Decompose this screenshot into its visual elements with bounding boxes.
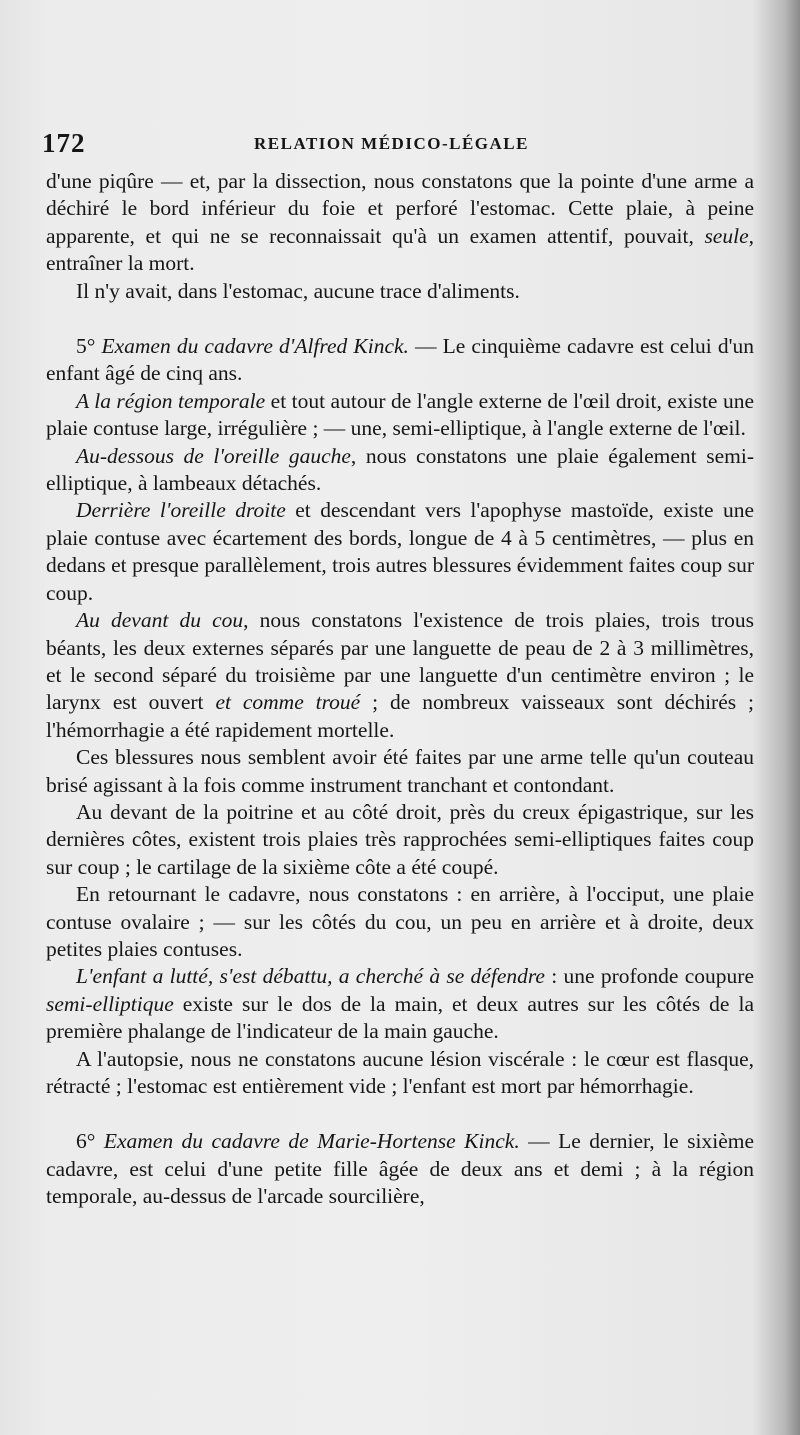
text-run: 6° — [76, 1129, 104, 1154]
text-run: Au devant de la poitrine et au côté droit, près du creux épigastrique, sur les dernières côtes, existent trois plaies très rapprochées semi-elliptiques faites coup sur coup ; le cartilage de la sixième côte a été coupé. — [46, 799, 754, 879]
italic-text: et comme troué — [215, 690, 361, 715]
text-run: existe sur le dos de la main, et deux autres sur les côtés de la première phalange de l'indicateur de la main gauche. — [46, 991, 754, 1044]
body-text — [46, 168, 754, 1211]
page-header — [42, 128, 762, 162]
italic-text: semi-elliptique — [46, 991, 174, 1016]
text-run: : une profonde coupure — [544, 964, 754, 989]
text-run: , nous constatons l'existence de trois plaies, trois trous béants, les deux externes séparés par une languette de peau de 2 à 3 millimètres, et le second séparé du troisième par une languette d'un centimètre environ ; le larynx est ouvert — [46, 608, 754, 715]
italic-text: Au devant du cou — [76, 608, 244, 633]
paragraph-neck — [46, 607, 754, 744]
text-run: — Le dernier, le sixième cadavre, est celui d'une petite fille âgée de deux ans et demi ; à la région temporale, au-dessus de l'arcade sourcilière, — [46, 1129, 754, 1209]
italic-text: Derrière l'oreille droite — [76, 498, 286, 523]
running-head: RELATION MÉDICO-LÉGALE — [254, 134, 529, 153]
text-run: En retournant le cadavre, nous constatons : en arrière, à l'occiput, une plaie contuse ovalaire ; — sur les côtés du cou, un peu en arrière et à droite, deux petites plaies contuses. — [46, 882, 754, 961]
italic-text: Examen du cadavre d'Alfred Kinck. — [101, 334, 409, 359]
text-run: Il n'y avait, dans l'estomac, aucune trace d'aliments. — [76, 278, 520, 303]
section-heading-alfred-kinck — [46, 333, 754, 388]
paragraph-stomach — [46, 278, 754, 305]
paragraph-weapon — [46, 744, 754, 799]
text-run: — Le cinquième cadavre est celui d'un enfant âgé de cinq ans. — [46, 334, 754, 386]
text-run: ; de nombreux vaisseaux sont déchirés ; l'hémorrhagie a été rapidement mortelle. — [46, 690, 754, 742]
text-run: et descendant vers l'apophyse mastoïde, existe une plaie contuse avec écartement des bords, longue de 4 à 5 centimètres, — plus en dedans et presque parallèlement, trois autres blessures évidemment faites coup sur coup. — [46, 498, 754, 605]
paragraph-right-ear — [46, 497, 754, 607]
text-run: , entraîner la mort. — [46, 223, 754, 276]
text-run: d'une piqûre — et, par la dissection, nous constatons que la pointe d'une arme a déchiré le bord inférieur du foie et perforé l'estomac. Cette plaie, à peine apparente, et qui ne se reconnaissait qu'à un examen attentif, pouvait, — [46, 169, 754, 248]
paragraph-left-ear — [46, 443, 754, 498]
page-number: 172 — [42, 128, 86, 158]
italic-text: L'enfant a lutté, s'est débattu, a cherché à se défendre — [76, 964, 545, 989]
paragraph-wound-continuation — [46, 168, 754, 278]
italic-text: Au-dessous de l'oreille gauche — [76, 443, 351, 468]
italic-text: seule — [704, 223, 749, 248]
text-run: , nous constatons une plaie également semi-elliptique, à lambeaux détachés. — [46, 443, 754, 496]
italic-text: A la région temporale — [76, 388, 266, 413]
text-run: et tout autour de l'angle externe de l'œil droit, existe une plaie contuse large, irrégulière ; — une, semi-elliptique, à l'angle externe de l'œil. — [46, 388, 754, 441]
paragraph-back — [46, 881, 754, 963]
italic-text: Examen du cadavre de Marie-Hortense Kinck. — [103, 1129, 520, 1154]
text-run: 5° — [76, 334, 102, 359]
paragraph-autopsy — [46, 1046, 754, 1101]
paragraph-temporal-region — [46, 388, 754, 443]
paragraph-defense-wounds — [46, 963, 754, 1045]
text-run: Ces blessures nous semblent avoir été faites par une arme telle qu'un couteau brisé agissant à la fois comme instrument tranchant et contondant. — [46, 745, 754, 797]
paragraph-chest — [46, 799, 754, 881]
text-run: A l'autopsie, nous ne constatons aucune lésion viscérale : le cœur est flasque, rétracté ; l'estomac est entièrement vide ; l'enfant est mort par hémorrhagie. — [46, 1046, 754, 1098]
section-heading-marie-hortense-kinck — [46, 1128, 754, 1210]
